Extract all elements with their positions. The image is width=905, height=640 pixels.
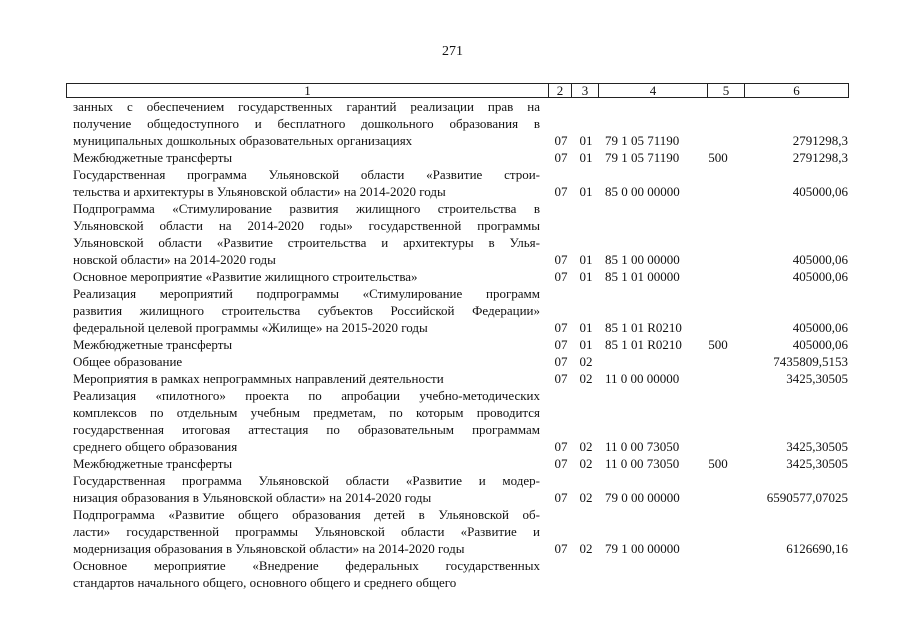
expense-type-code bbox=[703, 489, 733, 506]
description-line: развития жилищного строительства субъектов Российской Федерации» bbox=[73, 303, 540, 318]
table-header bbox=[66, 83, 849, 98]
description-line: Мероприятия в рамках непрограммных направлений деятельности bbox=[73, 371, 444, 386]
table-row bbox=[0, 370, 905, 387]
description-line: государственная итоговая аттестация по образовательным программам bbox=[73, 422, 540, 437]
expense-type-code bbox=[703, 353, 733, 370]
amount: 405000,06 bbox=[792, 252, 848, 267]
description-line: Реализация мероприятий подпрограммы «Стимулирование программ bbox=[73, 286, 540, 301]
description-line: муниципальных дошкольных образовательных организациях bbox=[73, 133, 413, 148]
expense-type-code bbox=[703, 438, 733, 455]
subsection-code: 02 bbox=[579, 354, 593, 369]
expense-type-code bbox=[703, 574, 733, 591]
amount: 405000,06 bbox=[792, 337, 848, 352]
table-row bbox=[0, 472, 905, 506]
header-col-1: 1 bbox=[67, 84, 549, 97]
row-description bbox=[73, 353, 540, 370]
subsection-code: 01 bbox=[579, 320, 593, 335]
amount: 6126690,16 bbox=[786, 541, 848, 556]
header-col-4: 4 bbox=[599, 84, 708, 97]
description-line: Реализация «пилотного» проекта по апробации учебно-методических bbox=[73, 388, 540, 403]
section-code: 07 bbox=[554, 320, 568, 335]
description-line: занных с обеспечением государственных гарантий реализации прав на bbox=[73, 99, 540, 114]
amount bbox=[735, 574, 848, 591]
row-description bbox=[73, 557, 540, 591]
expense-type-code bbox=[703, 319, 733, 336]
target-article-code bbox=[605, 353, 705, 370]
section-code: 07 bbox=[554, 269, 568, 284]
description-line: Межбюджетные трансферты bbox=[73, 456, 233, 471]
description-line: Ульяновской области «Развитие строительства и архитектуры в Улья- bbox=[73, 235, 540, 250]
row-description bbox=[73, 336, 540, 353]
section-code: 07 bbox=[554, 133, 568, 148]
subsection-code: 02 bbox=[579, 456, 593, 471]
target-article-code: 79 1 00 00000 bbox=[605, 541, 680, 556]
target-article-code: 11 0 00 73050 bbox=[605, 456, 680, 471]
subsection-code: 02 bbox=[579, 371, 593, 386]
target-article-code: 79 1 05 71190 bbox=[605, 133, 680, 148]
target-article-code: 11 0 00 00000 bbox=[605, 371, 680, 386]
description-line: Подпрограмма «Стимулирование развития жилищного строительства в bbox=[73, 201, 540, 216]
description-line: Общее образование bbox=[73, 354, 183, 369]
header-col-5: 5 bbox=[708, 84, 745, 97]
row-description bbox=[73, 149, 540, 166]
expense-type-code bbox=[703, 132, 733, 149]
description-line: Ульяновской области на 2014-2020 годы» государственной программы bbox=[73, 218, 540, 233]
row-description bbox=[73, 285, 540, 336]
description-line: ласти» государственной программы Ульяновской области «Развитие и bbox=[73, 524, 540, 539]
table-row bbox=[0, 285, 905, 336]
amount: 3425,30505 bbox=[786, 456, 848, 471]
description-line: среднего общего образования bbox=[73, 439, 238, 454]
description-line: Подпрограмма «Развитие общего образования детей в Ульяновской об- bbox=[73, 507, 540, 522]
amount: 405000,06 bbox=[792, 269, 848, 284]
amount: 405000,06 bbox=[792, 184, 848, 199]
row-description bbox=[73, 472, 540, 506]
description-line: Межбюджетные трансферты bbox=[73, 150, 233, 165]
expense-type-code bbox=[703, 251, 733, 268]
subsection-code: 02 bbox=[579, 439, 593, 454]
target-article-code: 85 1 01 00000 bbox=[605, 269, 680, 284]
target-article-code: 85 1 01 R0210 bbox=[605, 320, 682, 335]
row-description bbox=[73, 455, 540, 472]
subsection-code: 02 bbox=[579, 541, 593, 556]
row-description bbox=[73, 506, 540, 557]
amount: 2791298,3 bbox=[792, 150, 848, 165]
section-code: 07 bbox=[554, 541, 568, 556]
description-line: тельства и архитектуры в Ульяновской области» на 2014-2020 годы bbox=[73, 184, 446, 199]
page-number: 271 bbox=[442, 44, 463, 59]
expense-type-code: 500 bbox=[708, 337, 728, 352]
amount: 6590577,07025 bbox=[766, 490, 848, 505]
header-col-3: 3 bbox=[572, 84, 599, 97]
amount: 3425,30505 bbox=[786, 439, 848, 454]
amount: 7435809,5153 bbox=[773, 354, 848, 369]
table-row bbox=[0, 336, 905, 353]
description-line: новской области» на 2014-2020 годы bbox=[73, 252, 276, 267]
row-description bbox=[73, 370, 540, 387]
table-row bbox=[0, 98, 905, 149]
description-line: комплексов по отдельным учебным предметам, по которым проводится bbox=[73, 405, 540, 420]
row-description bbox=[73, 200, 540, 268]
section-code bbox=[550, 574, 572, 591]
row-description bbox=[73, 268, 540, 285]
section-code: 07 bbox=[554, 150, 568, 165]
section-code: 07 bbox=[554, 439, 568, 454]
target-article-code: 85 1 00 00000 bbox=[605, 252, 680, 267]
description-line: федеральной целевой программы «Жилище» на 2015-2020 годы bbox=[73, 320, 428, 335]
description-line: модернизация образования в Ульяновской области» на 2014-2020 годы bbox=[73, 541, 465, 556]
section-code: 07 bbox=[554, 456, 568, 471]
subsection-code: 01 bbox=[579, 184, 593, 199]
subsection-code: 02 bbox=[579, 490, 593, 505]
description-line: Государственная программа Ульяновской области «Развитие и модер- bbox=[73, 473, 540, 488]
table-row bbox=[0, 387, 905, 455]
section-code: 07 bbox=[554, 252, 568, 267]
table-row bbox=[0, 506, 905, 557]
expense-type-code bbox=[703, 540, 733, 557]
table-row bbox=[0, 149, 905, 166]
description-line: низация образования в Ульяновской области» на 2014-2020 годы bbox=[73, 490, 432, 505]
expense-type-code bbox=[703, 268, 733, 285]
subsection-code bbox=[575, 574, 597, 591]
description-line: Основное мероприятие «Развитие жилищного строительства» bbox=[73, 269, 418, 284]
expense-type-code: 500 bbox=[708, 456, 728, 471]
target-article-code: 85 0 00 00000 bbox=[605, 184, 680, 199]
target-article-code: 79 0 00 00000 bbox=[605, 490, 680, 505]
table-row bbox=[0, 166, 905, 200]
header-col-6: 6 bbox=[793, 83, 800, 98]
target-article-code: 79 1 05 71190 bbox=[605, 150, 680, 165]
description-line: Государственная программа Ульяновской области «Развитие строи- bbox=[73, 167, 540, 182]
target-article-code: 85 1 01 R0210 bbox=[605, 337, 682, 352]
amount: 2791298,3 bbox=[792, 133, 848, 148]
subsection-code: 01 bbox=[579, 269, 593, 284]
expense-type-code: 500 bbox=[708, 150, 728, 165]
subsection-code: 01 bbox=[579, 133, 593, 148]
table-row bbox=[0, 200, 905, 268]
subsection-code: 01 bbox=[579, 150, 593, 165]
amount: 3425,30505 bbox=[786, 371, 848, 386]
table-row bbox=[0, 268, 905, 285]
section-code: 07 bbox=[554, 490, 568, 505]
target-article-code: 11 0 00 73050 bbox=[605, 439, 680, 454]
section-code: 07 bbox=[554, 184, 568, 199]
target-article-code bbox=[605, 574, 705, 591]
subsection-code: 01 bbox=[579, 337, 593, 352]
table-row bbox=[0, 455, 905, 472]
row-description bbox=[73, 98, 540, 149]
description-line: Основное мероприятие «Внедрение федеральных государственных bbox=[73, 558, 540, 573]
description-line: Межбюджетные трансферты bbox=[73, 337, 233, 352]
table-row bbox=[0, 557, 905, 591]
expense-type-code bbox=[703, 370, 733, 387]
subsection-code: 01 bbox=[579, 252, 593, 267]
description-line: стандартов начального общего, основного общего и среднего общего bbox=[73, 575, 457, 590]
header-col-2: 2 bbox=[549, 84, 572, 97]
table-body bbox=[0, 98, 905, 591]
description-line: получение общедоступного и бесплатного дошкольного образования в bbox=[73, 116, 540, 131]
section-code: 07 bbox=[554, 371, 568, 386]
amount: 405000,06 bbox=[792, 320, 848, 335]
section-code: 07 bbox=[554, 354, 568, 369]
section-code: 07 bbox=[554, 337, 568, 352]
row-description bbox=[73, 166, 540, 200]
expense-type-code bbox=[703, 183, 733, 200]
row-description bbox=[73, 387, 540, 455]
table-row bbox=[0, 353, 905, 370]
